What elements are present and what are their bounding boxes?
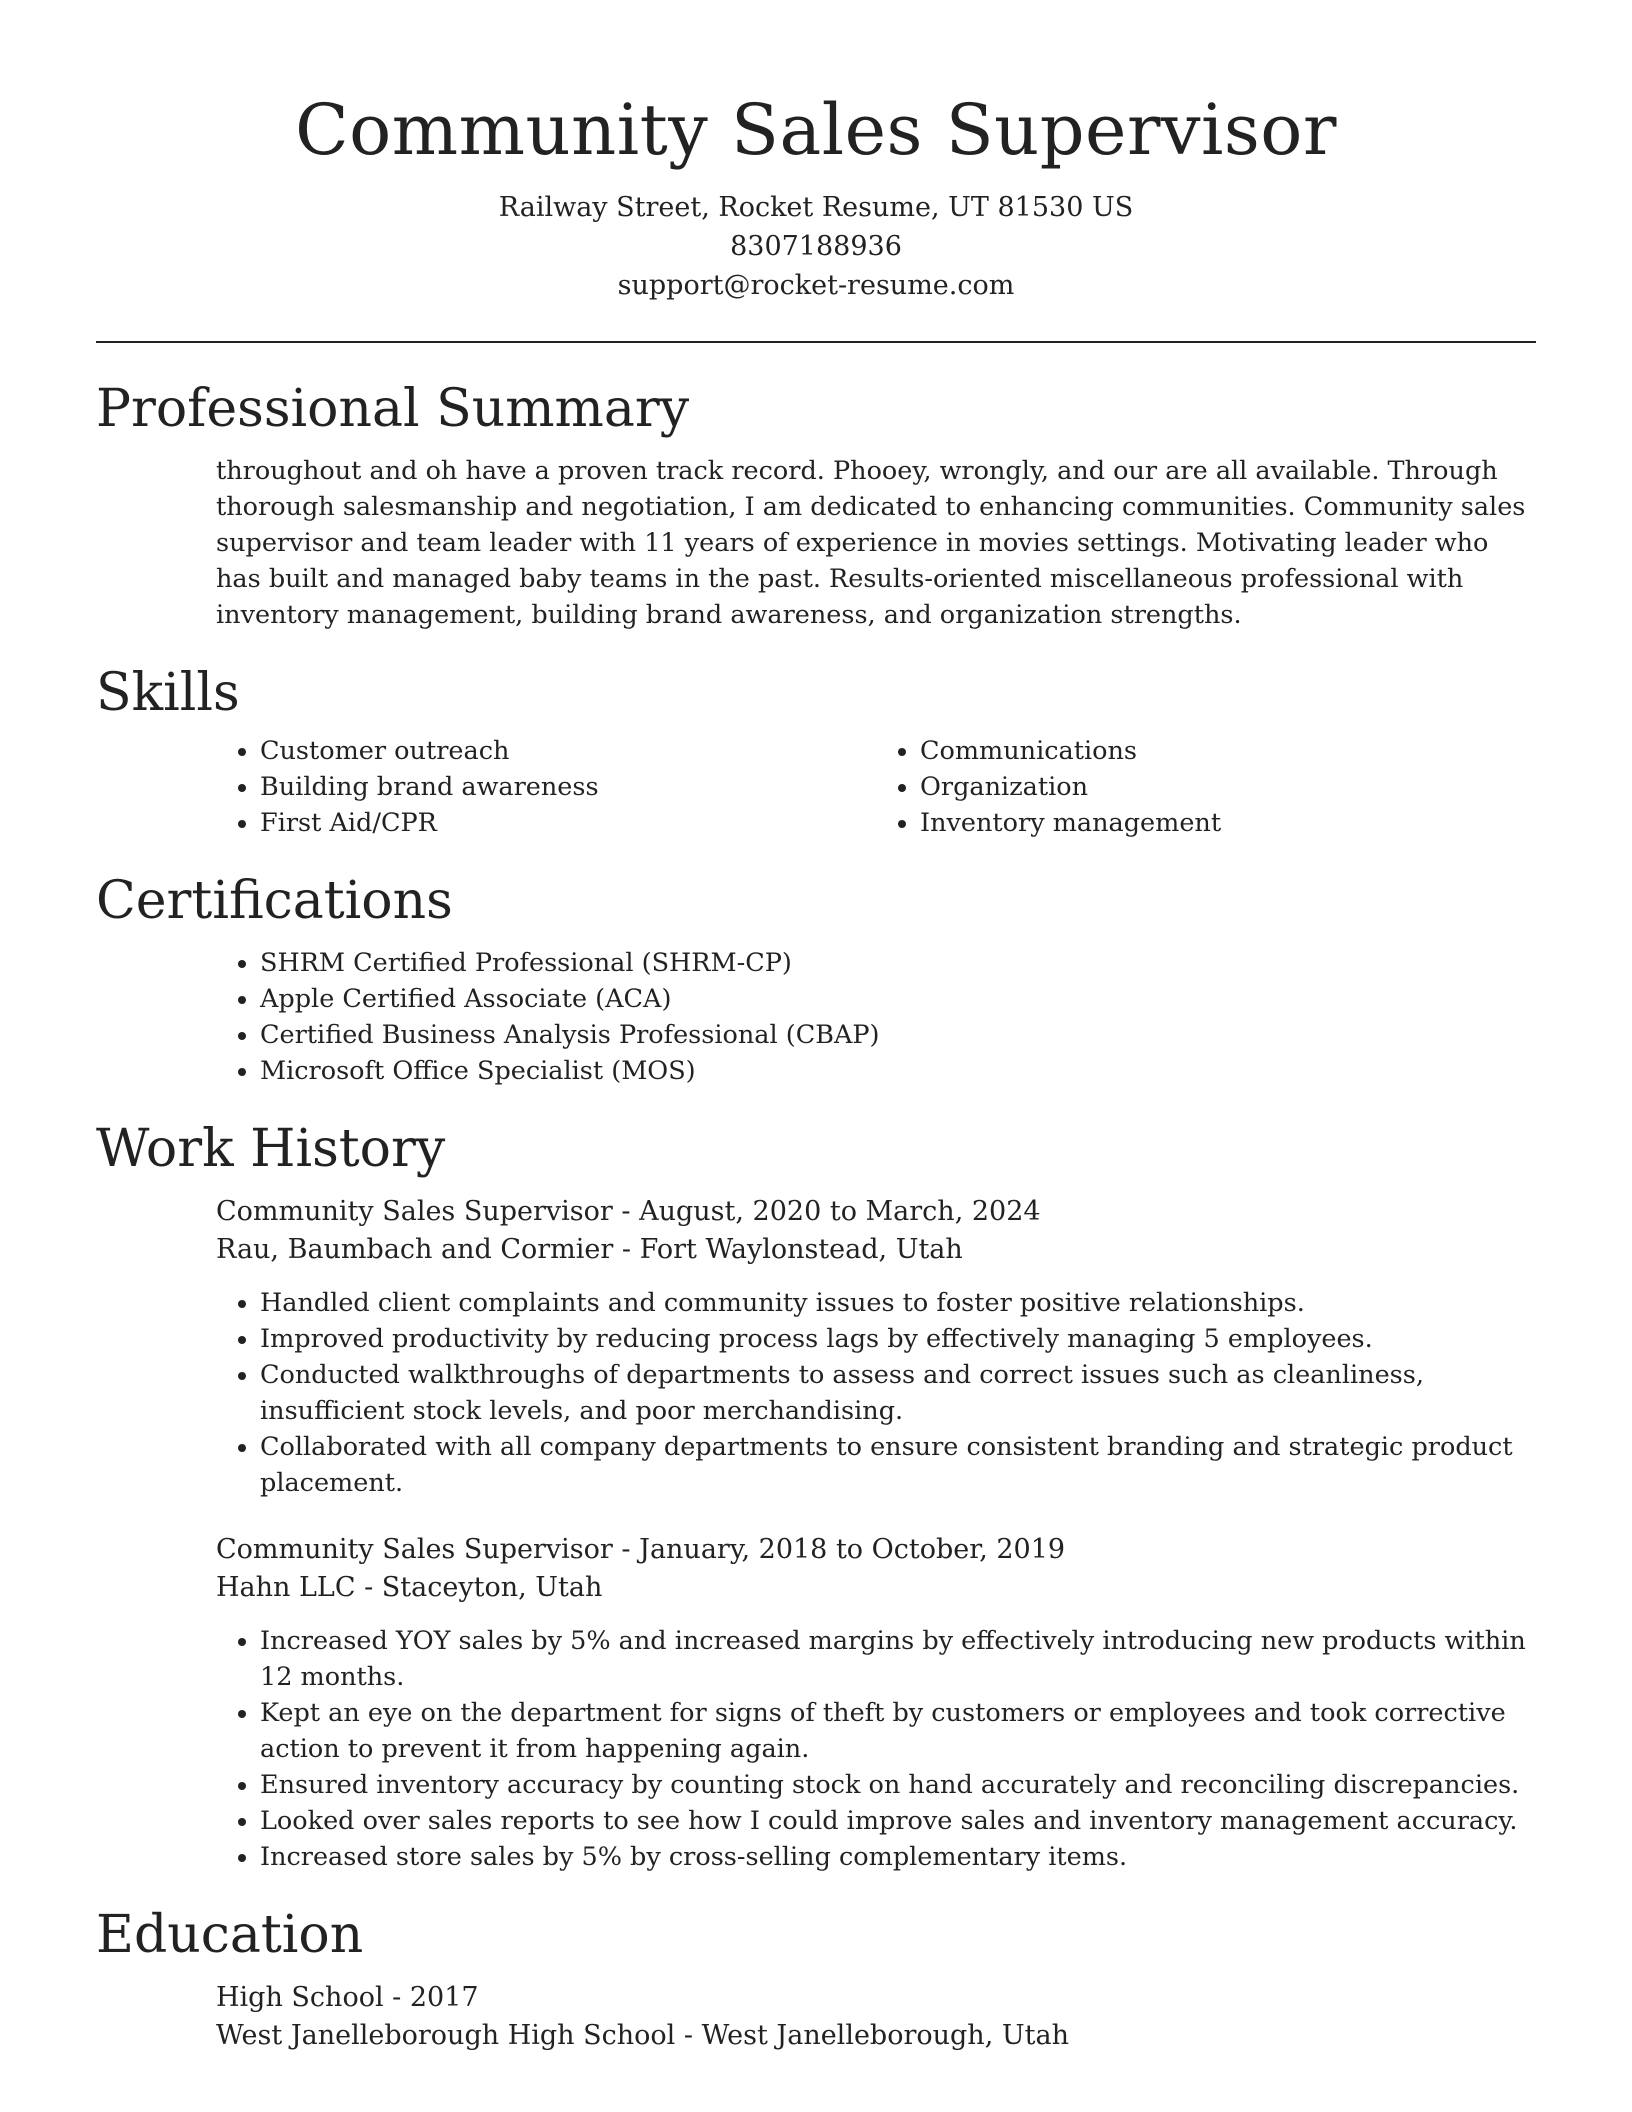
education-entry	[216, 1979, 1536, 2055]
skill-item: • Organization	[920, 769, 1536, 805]
skills-grid	[216, 733, 1536, 841]
job-bullet: • Looked over sales reports to see how I could improve sales and inventory management accuracy.	[260, 1803, 1536, 1839]
job-entry	[216, 1193, 1536, 1269]
degree-year: High School - 2017	[216, 1982, 479, 2013]
skills-section	[96, 661, 1536, 841]
skill-item: • Inventory management	[920, 805, 1536, 841]
job-bullet: • Increased store sales by 5% by cross-selling complementary items.	[260, 1839, 1536, 1875]
job-bullet: • Improved productivity by reducing process lags by effectively managing 5 employees.	[260, 1321, 1536, 1357]
job-bullets	[216, 1623, 1536, 1875]
section-title-summary: Professional Summary	[96, 379, 690, 439]
job-title-dates: Community Sales Supervisor - August, 2020 to March, 2024	[216, 1196, 1041, 1227]
email: support@rocket-resume.com	[617, 270, 1015, 301]
skill-item: • Communications	[920, 733, 1536, 769]
job-bullet: • Handled client complaints and community issues to foster positive relationships.	[260, 1285, 1536, 1321]
school-location: West Janelleborough High School - West Janelleborough, Utah	[216, 2020, 1069, 2051]
education-section	[96, 1903, 1536, 2055]
section-title-certifications: Certifications	[96, 871, 453, 931]
resume-header	[96, 0, 1536, 305]
skill-item: • First Aid/CPR	[260, 805, 876, 841]
job-bullet: • Ensured inventory accuracy by counting stock on hand accurately and reconciling discrepancies.	[260, 1767, 1536, 1803]
section-title-education: Education	[96, 1905, 364, 1965]
skills-column-2	[876, 733, 1536, 841]
certification-item: • Apple Certified Associate (ACA)	[260, 981, 1536, 1017]
address: Railway Street, Rocket Resume, UT 81530 US	[498, 192, 1134, 223]
job-bullet: • Increased YOY sales by 5% and increased margins by effectively introducing new products within 12 months.	[260, 1623, 1536, 1695]
certification-item: • Certified Business Analysis Professional (CBAP)	[260, 1017, 1536, 1053]
work-history-section	[96, 1117, 1536, 1875]
summary-section	[96, 377, 1536, 633]
section-title-work-history: Work History	[96, 1119, 446, 1179]
certification-item: • Microsoft Office Specialist (MOS)	[260, 1053, 1536, 1089]
skill-item: • Building brand awareness	[260, 769, 876, 805]
job-company-location: Rau, Baumbach and Cormier - Fort Waylonstead, Utah	[216, 1234, 963, 1265]
phone: 8307188936	[730, 231, 902, 262]
certification-item: • SHRM Certified Professional (SHRM-CP)	[260, 945, 1536, 981]
job-company-location: Hahn LLC - Staceyton, Utah	[216, 1572, 603, 1603]
contact-block	[96, 188, 1536, 305]
job-bullet: • Kept an eye on the department for signs of theft by customers or employees and took corrective action to prevent it from happening again.	[260, 1695, 1536, 1767]
skill-item: • Customer outreach	[260, 733, 876, 769]
job-bullets	[216, 1285, 1536, 1501]
resume-page	[96, 0, 1536, 2055]
job-entry	[216, 1531, 1536, 1607]
summary-text: throughout and oh have a proven track record. Phooey, wrongly, and our are all available. Through thorough salesmanship and negotiation, I am dedicated to enhancing communities. Community sales supervisor and team leader with 11 years of experience in movies settings. Motivating leader who has built and managed baby teams in the past. Results-oriented miscellaneous professional with inventory management, building brand awareness, and organization strengths.	[216, 456, 1526, 630]
certifications-section	[96, 869, 1536, 1089]
skills-column-1	[216, 733, 876, 841]
candidate-name: Community Sales Supervisor	[295, 89, 1337, 171]
job-bullet: • Conducted walkthroughs of departments to assess and correct issues such as cleanliness, insufficient stock levels, and poor merchandising.	[260, 1357, 1536, 1429]
section-title-skills: Skills	[96, 663, 240, 723]
job-bullet: • Collaborated with all company departments to ensure consistent branding and strategic product placement.	[260, 1429, 1536, 1501]
certification-list	[216, 945, 1536, 1089]
header-divider	[96, 341, 1536, 343]
job-title-dates: Community Sales Supervisor - January, 2018 to October, 2019	[216, 1534, 1066, 1565]
